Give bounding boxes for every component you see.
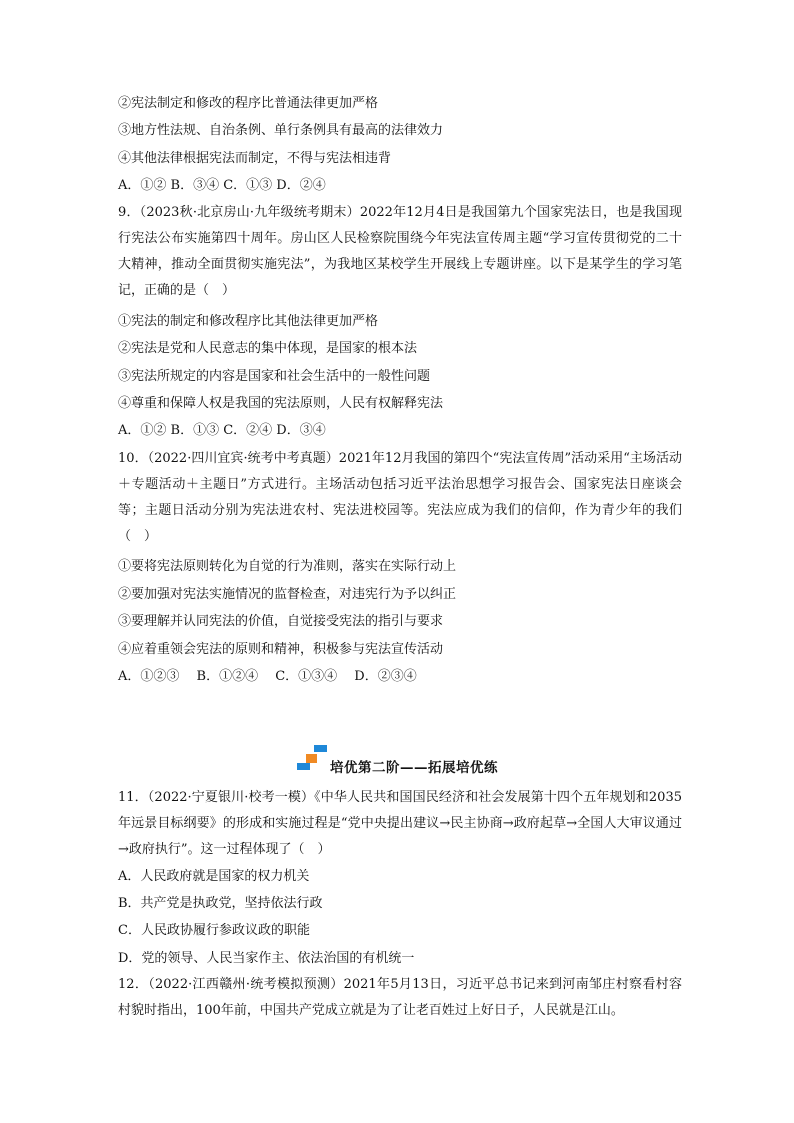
q10-option-4: ④应着重领会宪法的原则和精神，积极参与宪法宣传活动 [118,642,444,657]
q8-option-4: ④其他法律根据宪法而制定，不得与宪法相违背 [118,151,392,166]
q10-stem: 10．（2022·四川宜宾·统考中考真题）2021年12月我国的第四个“宪法宣传周”活动采用“主场活动＋专题活动＋主题日”方式进行。主场活动包括习近平法治思想学习报告会、国家宪法日座谈会等；主题日活动分别为宪法进农村、宪法进校园等。宪法应成为我们的信仰，作为青少年的我们（ ） [118,451,682,544]
stairs-icon [296,745,330,775]
q9-choices: A．①② B．①③ C．②④ D．③④ [118,423,326,438]
section-heading [296,745,556,775]
q11-option-c: C．人民政协履行参政议政的职能 [118,923,310,938]
icon-middle-block [306,754,317,763]
q9-option-3: ③宪法所规定的内容是国家和社会生活中的一般性问题 [118,369,431,384]
icon-bottom-block [297,763,310,770]
q10-option-3: ③要理解并认同宪法的价值，自觉接受宪法的指引与要求 [118,614,444,629]
q11-option-d: D．党的领导、人民当家作主、依法治国的有机统一 [118,951,415,966]
q8-choices: A．①② B．③④ C．①③ D．②④ [118,178,326,193]
q9-option-1: ①宪法的制定和修改程序比其他法律更加严格 [118,314,379,329]
q8-option-3: ③地方性法规、自治条例、单行条例具有最高的法律效力 [118,123,444,138]
q12-stem: 12．（2022·江西赣州·统考模拟预测）2021年5月13日，习近平总书记来到河南邹庄村察看村容村貌时指出，100年前，中国共产党成立就是为了让老百姓过上好日子，人民就是江山。 [118,977,682,1018]
q9-stem: 9．（2023秋·北京房山·九年级统考期末）2022年12月4日是我国第九个国家宪法日，也是我国现行宪法公布实施第四十周年。房山区人民检察院围绕今年宪法宣传周主题“学习宣传贯彻党的二十大精神，推动全面贯彻实施宪法”，为我地区某校学生开展线上专题讲座。以下是某学生的学习笔记，正确的是（ ） [118,205,682,298]
q9-option-2: ②宪法是党和人民意志的集中体现，是国家的根本法 [118,341,418,356]
q9-option-4: ④尊重和保障人权是我国的宪法原则，人民有权解释宪法 [118,396,444,411]
section-heading-text: 培优第二阶——拓展培优练 [330,760,498,776]
q11-stem: 11．（2022·宁夏银川·校考一模）《中华人民共和国国民经济和社会发展第十四个五年规划和2035年远景目标纲要》的形成和实施过程是“党中央提出建议→民主协商→政府起草→全国人大审议通过→政府执行”。这一过程体现了（ ） [118,790,682,857]
q10-option-1: ①要将宪法原则转化为自觉的行为准则，落实在实际行动上 [118,559,457,574]
icon-top-block [314,745,327,752]
q10-option-2: ②要加强对宪法实施情况的监督检查，对违宪行为予以纠正 [118,587,457,602]
q8-option-2: ②宪法制定和修改的程序比普通法律更加严格 [118,96,379,111]
q11-option-a: A．人民政府就是国家的权力机关 [118,869,310,884]
q10-choices: A．①②③ B．①②④ C．①③④ D．②③④ [118,669,417,684]
q11-option-b: B．共产党是执政党，坚持依法行政 [118,896,323,911]
